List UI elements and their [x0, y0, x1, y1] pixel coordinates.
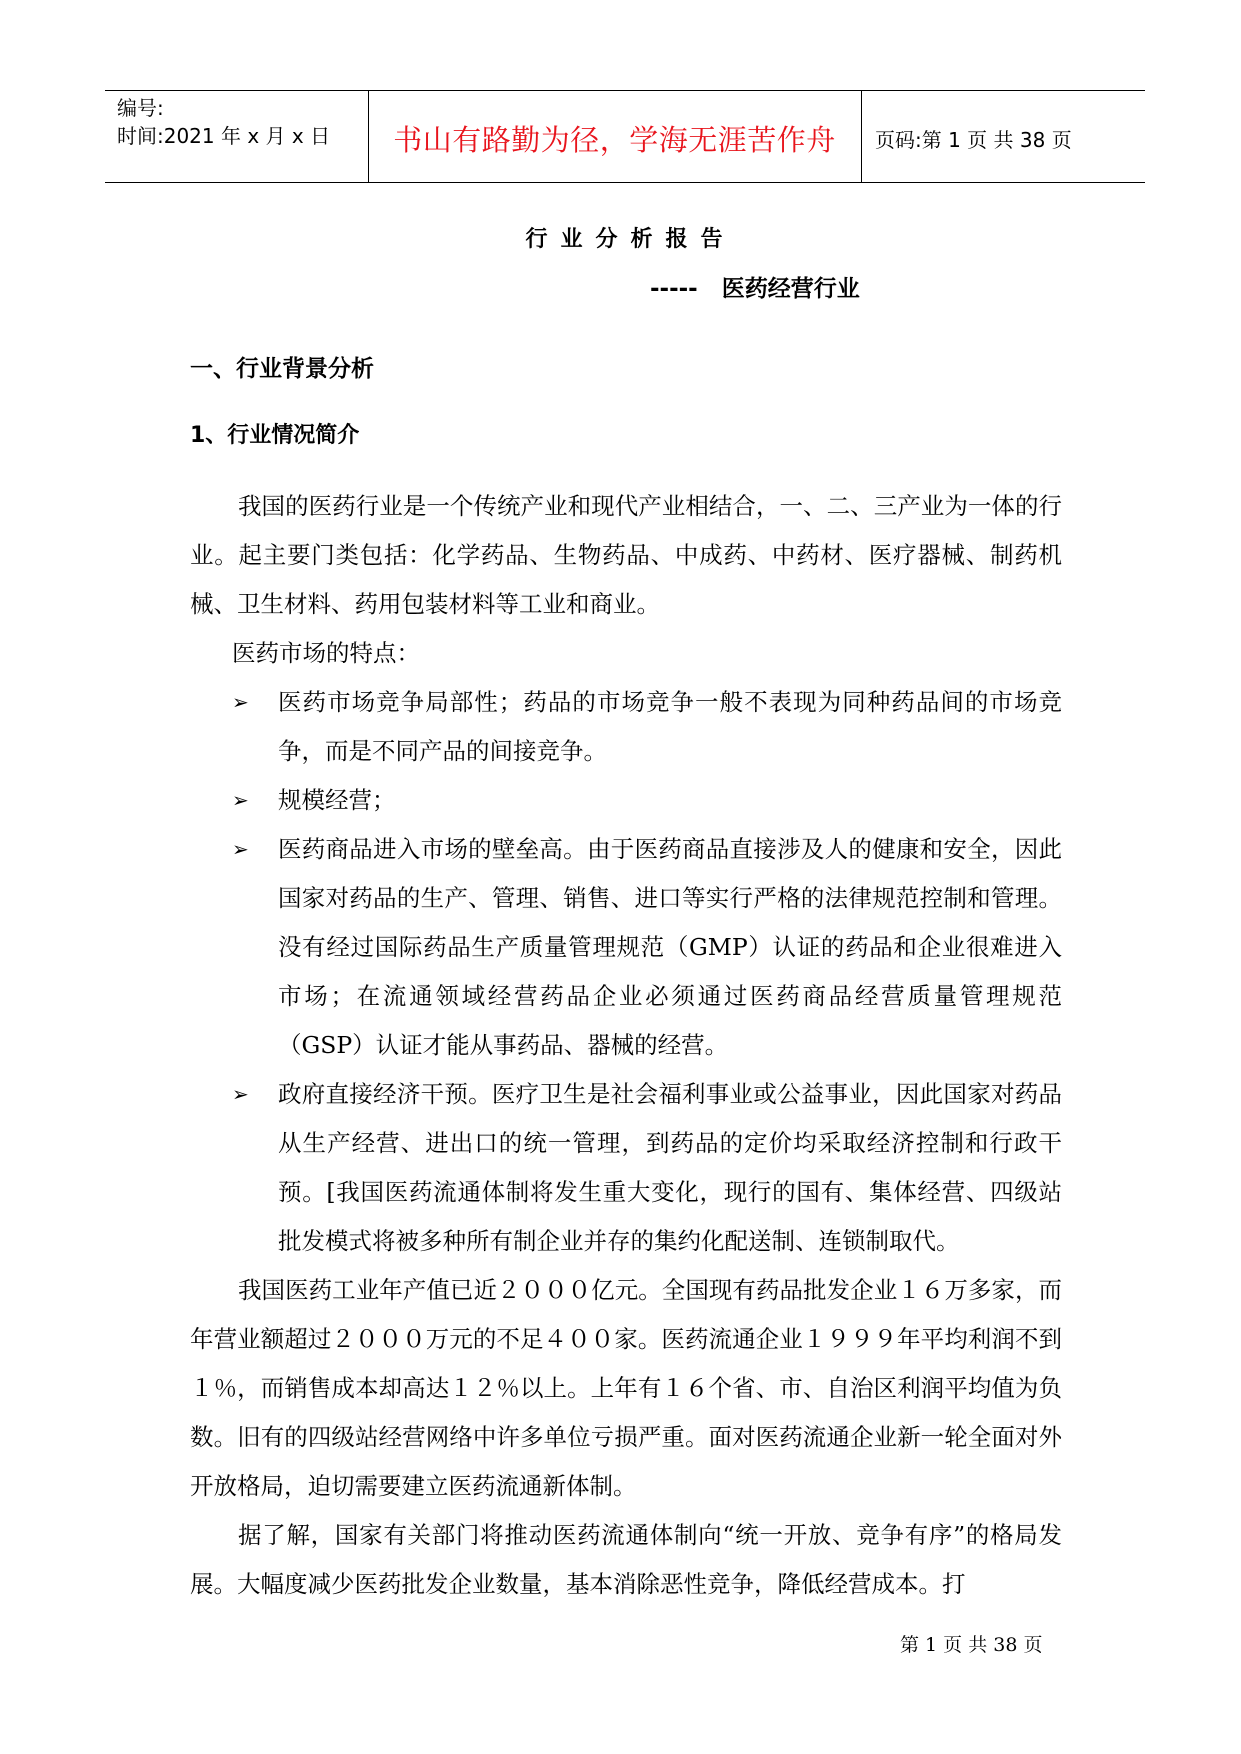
header-bottom-rule — [105, 182, 1145, 183]
document-body — [190, 482, 1062, 1609]
list-item-text: 规模经营； — [278, 786, 396, 814]
list-item — [190, 1070, 1062, 1266]
list-item-text: 政府直接经济干预。医疗卫生是社会福利事业或公益事业，因此国家对药品从生产经营、进出口的统一管理，到药品的定价均采取经济控制和行政干预。[我国医药流通体制将发生重大变化，现行的国有、集体经营、四级站批发模式将被多种所有制企业并存的集约化配送制、连锁制取代。 — [278, 1080, 1062, 1255]
page-footer: 第 1 页 共 38 页 — [900, 1634, 1043, 1656]
market-features-paragraph: 医药市场的特点： — [232, 639, 420, 667]
document-subtitle — [650, 270, 860, 303]
arrow-bullet-icon: ➢ — [232, 1082, 249, 1106]
header-meta — [117, 94, 330, 150]
arrow-bullet-icon: ➢ — [232, 788, 249, 812]
feature-list — [190, 678, 1062, 1266]
document-time-label: 时间:2021 年 x 月 x 日 — [117, 124, 331, 148]
intro-paragraph: 我国的医药行业是一个传统产业和现代产业相结合，一、二、三产业为一体的行业。起主要门类包括：化学药品、生物药品、中成药、中药材、医疗器械、制药机械、卫生材料、药用包装材料等工业和商业。 — [190, 492, 1062, 618]
document-number-label: 编号: — [117, 96, 164, 120]
subtitle-text: 医药经营行业 — [721, 276, 860, 302]
arrow-bullet-icon: ➢ — [232, 837, 249, 861]
header-motto: 书山有路勤为径，学海无涯苦作舟 — [393, 123, 836, 157]
list-item-text: 医药商品进入市场的壁垒高。由于医药商品直接涉及人的健康和安全，因此国家对药品的生产、管理、销售、进口等实行严格的法律规范控制和管理。没有经过国际药品生产质量管理规范（GMP）认证的药品和企业很难进入市场；在流通领域经营药品企业必须通过医药商品经营质量管理规范（GSP）认证才能从事药品、器械的经营。 — [278, 835, 1062, 1059]
arrow-bullet-icon: ➢ — [232, 690, 249, 714]
header-page-number: 页码:第 1 页 共 38 页 — [875, 128, 1072, 152]
section-heading: 一、行业背景分析 — [190, 356, 374, 382]
list-item-text: 医药市场竞争局部性；药品的市场竞争一般不表现为同种药品间的市场竞争，而是不同产品的间接竞争。 — [278, 688, 1062, 765]
document-title: 行业分析报告 — [525, 227, 736, 252]
document-header — [105, 90, 1145, 183]
header-divider — [861, 90, 862, 183]
list-item — [190, 825, 1062, 1070]
industry-stats-paragraph: 我国医药工业年产值已近２０００亿元。全国现有药品批发企业１６万多家，而年营业额超过２０００万元的不足４００家。医药流通企业１９９９年平均利润不到１％，而销售成本却高达１２％以上。上年有１６个省、市、自治区利润平均值为负数。旧有的四级站经营网络中许多单位亏损严重。面对医药流通企业新一轮全面对外开放格局，迫切需要建立医药流通新体制。 — [190, 1276, 1062, 1500]
header-top-rule — [105, 90, 1145, 91]
list-item — [190, 776, 1062, 825]
reform-paragraph: 据了解，国家有关部门将推动医药流通体制向“统一开放、竞争有序”的格局发展。大幅度减少医药批发企业数量，基本消除恶性竞争，降低经营成本。打 — [190, 1521, 1062, 1598]
list-item — [190, 678, 1062, 776]
subsection-heading: 1、行业情况简介 — [190, 423, 360, 448]
subtitle-dash: ----- — [650, 276, 698, 302]
